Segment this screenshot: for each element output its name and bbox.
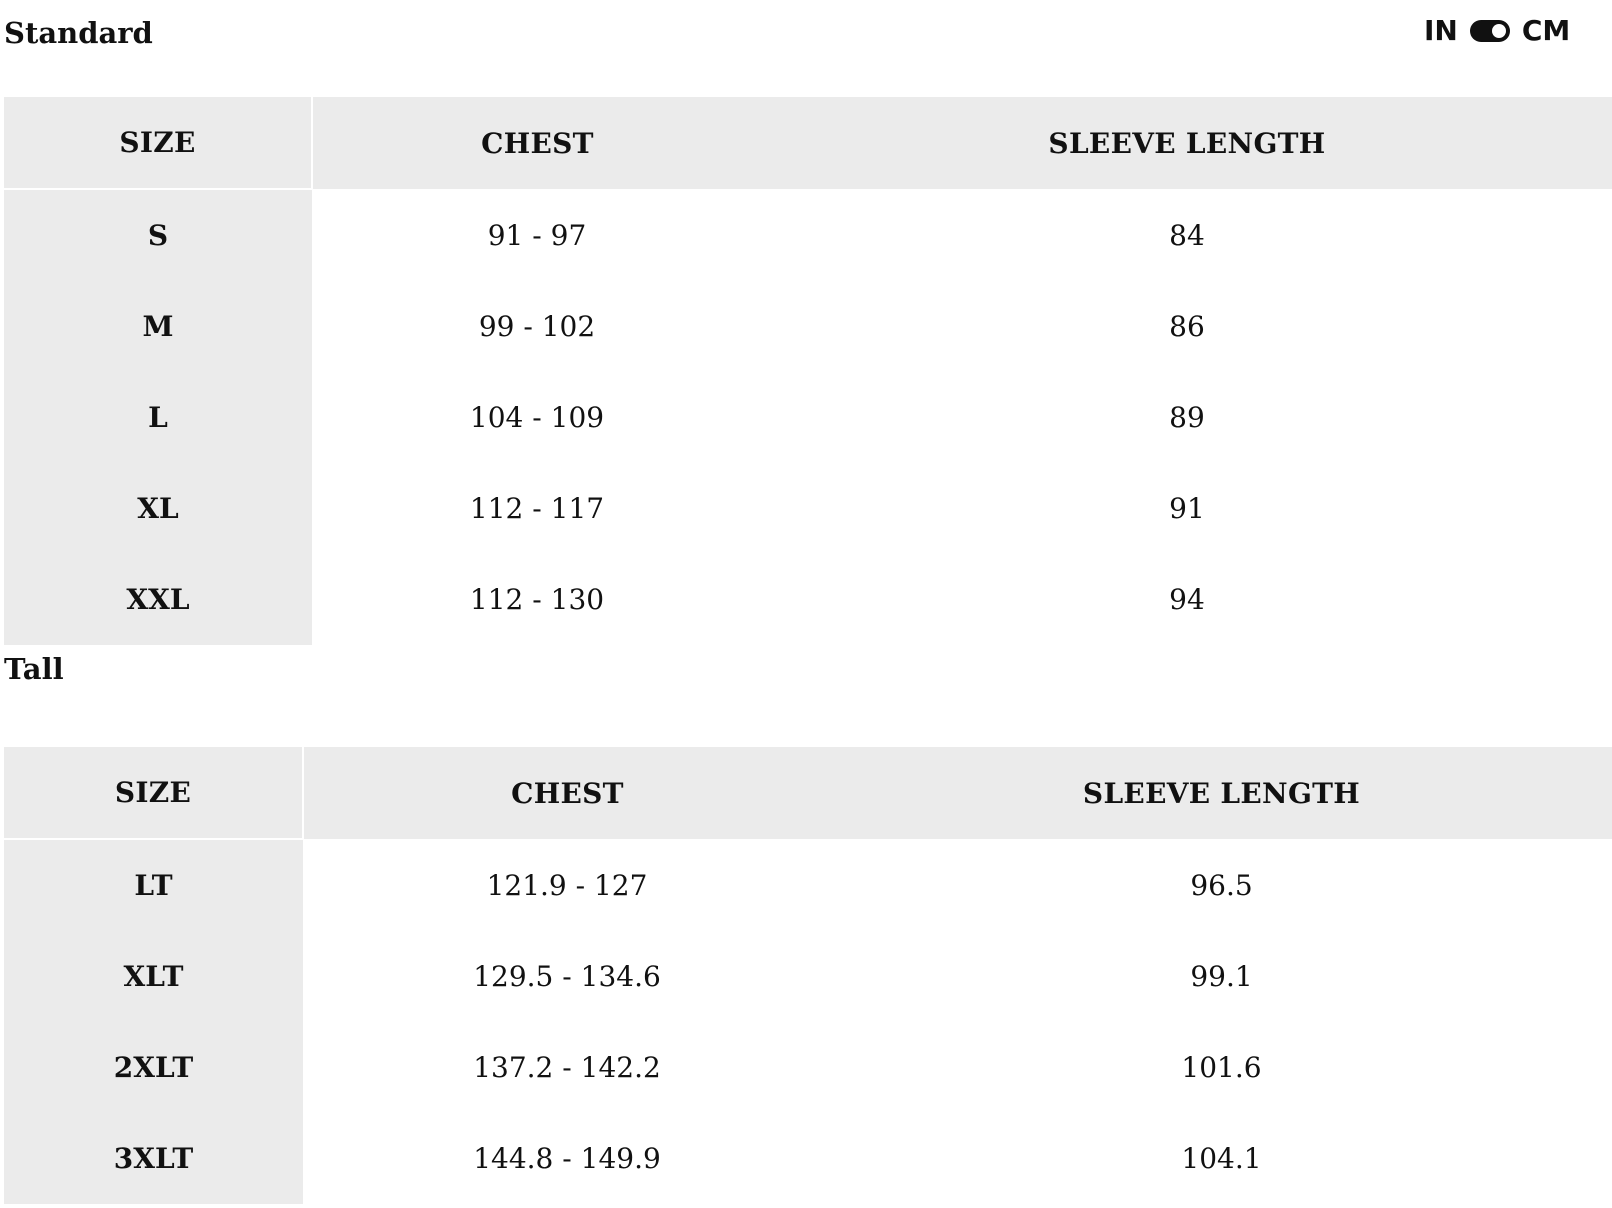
sleeve-length-cell: 94: [1169, 583, 1205, 616]
table-row: [4, 1113, 1612, 1204]
sleeve-length-column-header: SLEEVE LENGTH: [831, 747, 1612, 839]
unit-toggle[interactable]: [1424, 14, 1570, 48]
unit-toggle-switch[interactable]: [1470, 20, 1510, 42]
size-cell: S: [4, 189, 312, 281]
size-column-header: SIZE: [4, 747, 303, 839]
size-cell: L: [4, 372, 312, 463]
sleeve-length-cell: 104.1: [1181, 1142, 1262, 1175]
chest-cell: 144.8 - 149.9: [473, 1142, 661, 1175]
chest-cell: 121.9 - 127: [486, 868, 648, 902]
size-cell: LT: [4, 839, 303, 931]
chest-cell: 129.5 - 134.6: [473, 960, 661, 993]
table-header-row: [4, 97, 1612, 189]
table-row: [4, 281, 1612, 372]
table-row: [4, 463, 1612, 554]
chest-column-header: CHEST: [312, 97, 762, 189]
table-header-row: [4, 747, 1612, 839]
size-cell: XXL: [4, 554, 312, 645]
chest-cell: 99 - 102: [478, 310, 596, 343]
sleeve-length-cell: 91: [1169, 492, 1205, 525]
chest-cell: 137.2 - 142.2: [473, 1051, 661, 1084]
chest-column-header: CHEST: [303, 747, 831, 839]
size-cell: XLT: [4, 931, 303, 1022]
chest-cell: 112 - 117: [469, 492, 605, 525]
table-row: [4, 189, 1612, 281]
chest-cell: 91 - 97: [487, 218, 587, 252]
size-cell: 3XLT: [4, 1113, 303, 1204]
tall-size-table: [4, 747, 1612, 1204]
standard-size-table: [4, 97, 1612, 645]
table-row: [4, 839, 1612, 931]
tall-section-title: Tall: [4, 652, 64, 686]
unit-cm-label[interactable]: CM: [1521, 14, 1571, 47]
table-row: [4, 1022, 1612, 1113]
sleeve-length-cell: 89: [1169, 401, 1205, 434]
table-row: [4, 554, 1612, 645]
size-cell: XL: [4, 463, 312, 554]
sleeve-length-cell: 99.1: [1190, 960, 1253, 993]
sleeve-length-cell: 96.5: [1190, 868, 1253, 902]
sleeve-length-column-header: SLEEVE LENGTH: [762, 97, 1612, 189]
chest-cell: 104 - 109: [469, 401, 605, 434]
standard-section-title: Standard: [4, 16, 153, 50]
unit-in-label[interactable]: IN: [1424, 14, 1458, 47]
table-row: [4, 372, 1612, 463]
sleeve-length-cell: 86: [1169, 310, 1205, 343]
size-cell: 2XLT: [4, 1022, 303, 1113]
sleeve-length-cell: 84: [1169, 218, 1205, 252]
toggle-knob-icon: [1492, 24, 1506, 38]
size-column-header: SIZE: [4, 97, 312, 189]
chest-cell: 112 - 130: [469, 583, 605, 616]
table-row: [4, 931, 1612, 1022]
sleeve-length-cell: 101.6: [1181, 1051, 1262, 1084]
size-cell: M: [4, 281, 312, 372]
